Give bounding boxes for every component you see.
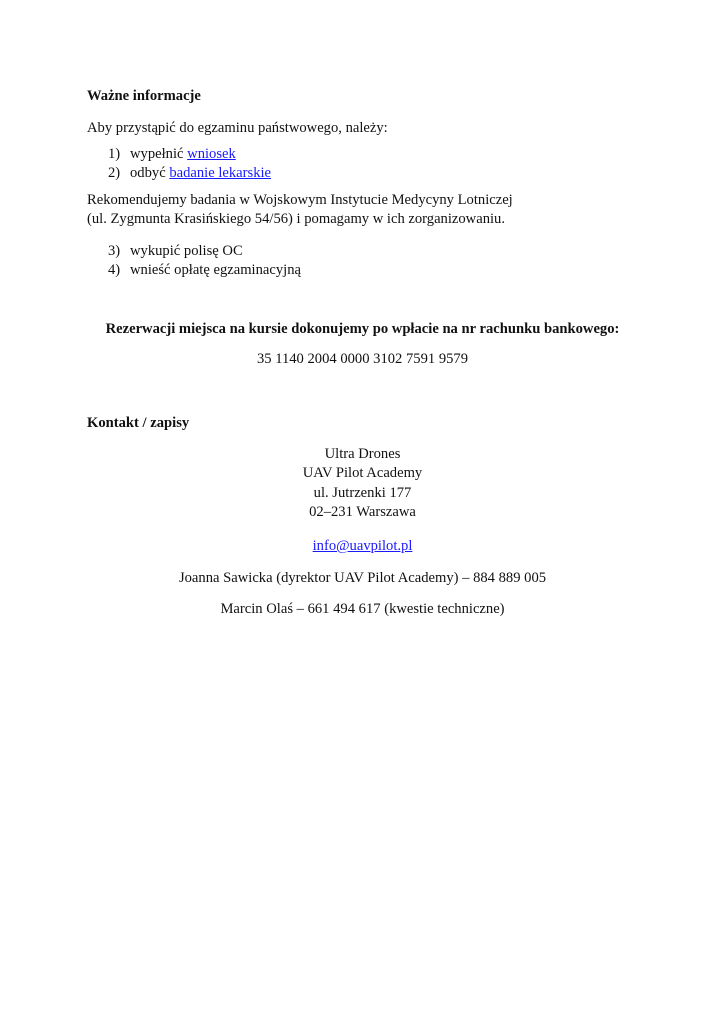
list-number: 1) <box>108 146 121 162</box>
company-name: Ultra Drones <box>324 446 401 462</box>
email-line <box>0 537 725 555</box>
list-item-3 <box>108 242 243 260</box>
list-number: 4) <box>108 262 121 278</box>
section-heading-contact: Kontakt / zapisy <box>87 415 190 431</box>
list-item-text: wykupić polisę OC <box>130 243 243 259</box>
application-form-link[interactable]: wniosek <box>187 146 236 162</box>
email-link[interactable]: info@uavpilot.pl <box>312 538 413 554</box>
postal-city: 02–231 Warszawa <box>309 504 416 520</box>
list-item-text: odbyć <box>130 165 170 181</box>
contact-person-2: Marcin Olaś – 661 494 617 (kwestie techniczne) <box>220 601 505 617</box>
medical-exam-link[interactable]: badanie lekarskie <box>169 165 272 181</box>
contact-person-1: Joanna Sawicka (dyrektor UAV Pilot Academy) – 884 889 005 <box>178 570 547 586</box>
bank-account-number: 35 1140 2004 0000 3102 7591 9579 <box>256 351 469 367</box>
reservation-text: Rezerwacji miejsca na kursie dokonujemy po wpłacie na nr rachunku bankowego: <box>105 321 620 337</box>
list-number: 2) <box>108 165 121 181</box>
list-item-1 <box>108 145 236 163</box>
recommendation-line-1: Rekomendujemy badania w Wojskowym Instytucie Medycyny Lotniczej <box>87 192 513 208</box>
list-item-text: wypełnić <box>130 146 188 162</box>
street-address: ul. Jutrzenki 177 <box>313 485 412 501</box>
recommendation-line-2: (ul. Zygmunta Krasińskiego 54/56) i pomagamy w ich zorganizowaniu. <box>87 211 505 227</box>
list-item-2 <box>108 164 271 182</box>
list-item-text: wnieść opłatę egzaminacyjną <box>130 262 301 278</box>
list-number: 3) <box>108 243 121 259</box>
list-item-4 <box>108 261 301 279</box>
academy-name: UAV Pilot Academy <box>302 465 423 481</box>
section-heading-important-info: Ważne informacje <box>87 88 201 104</box>
intro-text: Aby przystąpić do egzaminu państwowego, należy: <box>87 120 388 136</box>
